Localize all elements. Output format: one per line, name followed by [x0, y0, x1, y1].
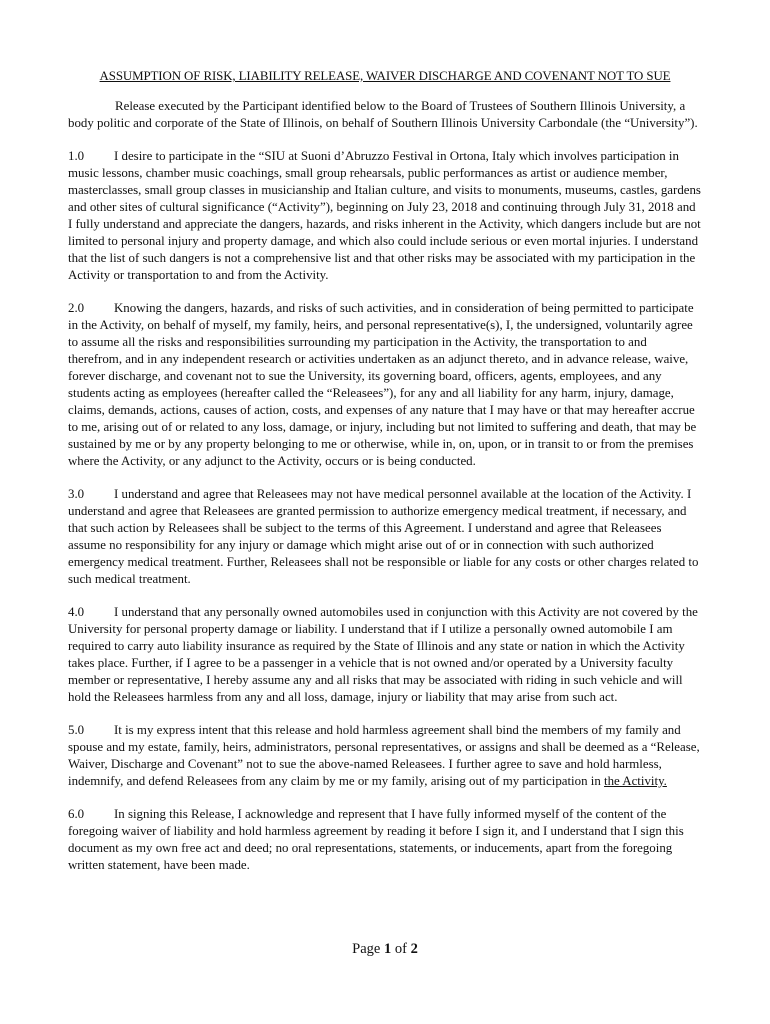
section-2 [68, 300, 702, 470]
page-footer [0, 941, 770, 958]
underlined-text: the Activity. [604, 774, 667, 788]
section-text: Knowing the dangers, hazards, and risks of such activities, and in consideration of being permitted to participate in the Activity, on behalf of myself, my family, heirs, and personal representative(s), I, the undersigned, voluntarily agree to assume all the risks and responsibilities surrounding my participation in the Activity, the transportation to and therefrom, and in any independent research or activities undertaken as an adjunct thereto, and in advance release, waive, forever discharge, and covenant not to sue the University, its governing board, officers, agents, employees, and any students acting as employees (hereafter called the “Releasees”), for any and all liability for any harm, injury, damage, claims, demands, actions, causes of action, costs, and expenses of any nature that I may have or that may hereafter accrue to me, arising out of or related to any loss, damage, or injury, including but not limited to suffering and death, that may be sustained by me or by any property belonging to me or otherwise, while in, on, upon, or in transit to or from the premises where the Activity, or any adjunct to the Activity, occurs or is being conducted. [68, 301, 697, 468]
document-body [68, 68, 702, 890]
section-5 [68, 722, 702, 790]
current-page-number: 1 [383, 941, 392, 957]
section-1 [68, 148, 702, 284]
section-4 [68, 604, 702, 706]
section-number: 2.0 [68, 301, 85, 315]
section-6 [68, 806, 702, 874]
page-of-label: of [391, 941, 411, 957]
section-3 [68, 486, 702, 588]
section-text: It is my express intent that this release and hold harmless agreement shall bind the members of my family and spouse and my estate, family, heirs, administrators, personal representatives, or assigns and shall be deemed as a “Release, Waiver, Discharge and Covenant” not to sue the above-named Releasees. I further agree to save and hold harmless, indemnify, and defend Releasees from any claim by me or my family, arising out of my participation in [68, 723, 700, 788]
section-text: I desire to participate in the “SIU at Suoni d’Abruzzo Festival in Ortona, Italy which involves participation in music lessons, chamber music coachings, small group rehearsals, public performances as artist or audience member, masterclasses, small group classes in musicianship and Italian culture, and visits to monuments, museums, castles, gardens and other sites of cultural significance (“Activity”), beginning on July 23, 2018 and continuing through July 31, 2018 and I fully understand and appreciate the dangers, hazards, and risks inherent in the Activity, which dangers include but are not limited to personal injury and property damage, and which also could include serious or even mortal injuries. I understand that the list of such dangers is not a comprehensive list and that other risks may be associated with my participation in the Activity or transportation to and from the Activity. [68, 149, 701, 282]
section-text: In signing this Release, I acknowledge and represent that I have fully informed myself of the content of the foregoing waiver of liability and hold harmless agreement by reading it before I sign it, and I understand that I sign this document as my own free act and deed; no oral representations, statements, or inducements, apart from the foregoing written statement, have been made. [68, 807, 684, 872]
section-number: 4.0 [68, 605, 85, 619]
document-title: ASSUMPTION OF RISK, LIABILITY RELEASE, WAIVER DISCHARGE AND COVENANT NOT TO SUE [99, 69, 671, 83]
section-number: 1.0 [68, 149, 85, 163]
section-text: I understand that any personally owned automobiles used in conjunction with this Activity are not covered by the University for personal property damage or liability. I understand that if I utilize a personally owned automobile I am required to carry auto liability insurance as required by the State of Illinois and any state or nation in which the Activity takes place. Further, if I agree to be a passenger in a vehicle that is not owned and/or operated by a University faculty member or representative, I hereby assume any and all risks that may be associated with riding in such vehicle and will hold the Releasees harmless from any and all loss, damage, injury or liability that may arise from such act. [68, 605, 698, 704]
section-number: 3.0 [68, 487, 85, 501]
intro-paragraph: Release executed by the Participant identified below to the Board of Trustees of Southern Illinois University, a body politic and corporate of the State of Illinois, on behalf of Southern Illinois University Carbondale (the “University”). [68, 99, 698, 130]
section-number: 5.0 [68, 723, 85, 737]
section-text: I understand and agree that Releasees may not have medical personnel available at the location of the Activity. I understand and agree that Releasees are granted permission to authorize emergency medical treatment, if necessary, and that such action by Releasees shall be subject to the terms of this Agreement. I understand and agree that Releasees assume no responsibility for any injury or damage which might arise out of or in connection with such authorized emergency medical treatment. Further, Releasees shall not be responsible or liable for any costs or other charges related to such medical treatment. [68, 487, 699, 586]
section-number: 6.0 [68, 807, 85, 821]
page-label: Page [352, 941, 384, 957]
total-pages-number: 2 [410, 941, 418, 957]
